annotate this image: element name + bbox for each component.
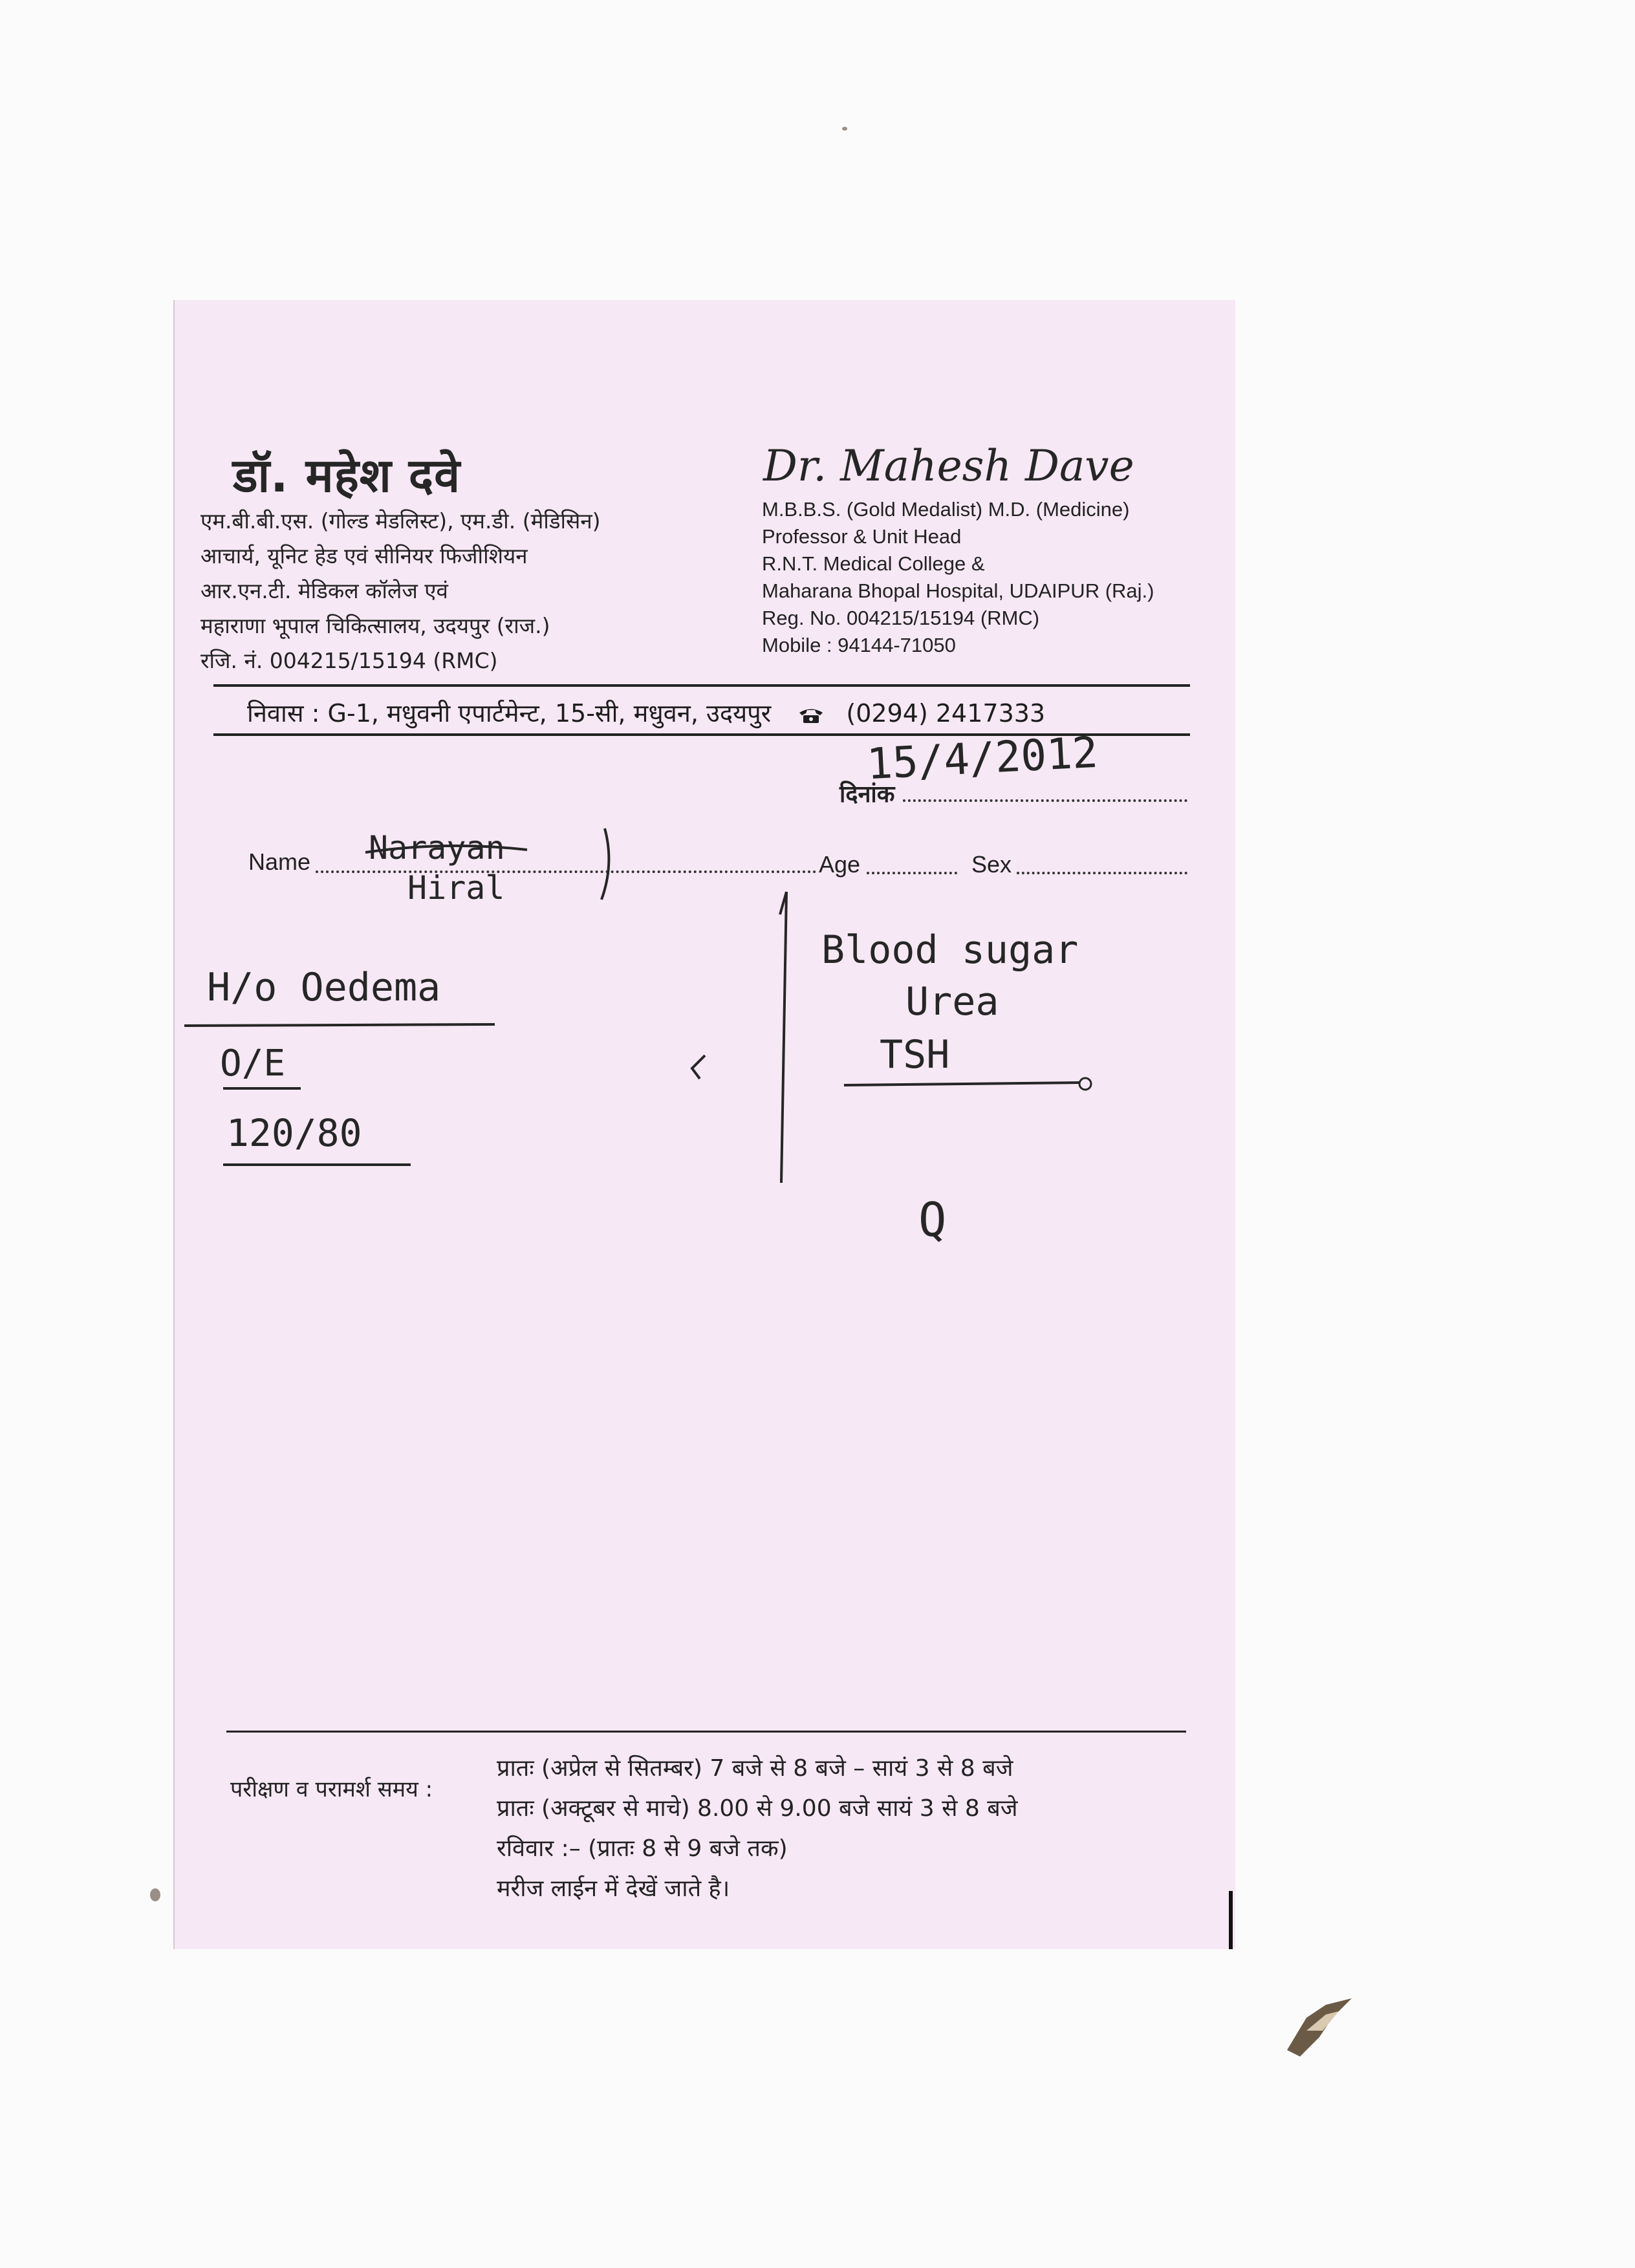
residence-address: निवास : G-1, मधुवनी एपार्टमेन्ट, 15-सी, मधुवन, उदयपुर	[247, 699, 772, 728]
handwritten-date: 15/4/2012	[865, 727, 1099, 790]
name-label: Name	[248, 848, 311, 875]
name-strike-through	[362, 841, 530, 860]
scan-speck	[842, 127, 847, 131]
english-qualification-line: M.B.B.S. (Gold Medalist) M.D. (Medicine)	[762, 498, 1130, 521]
handwritten-mark: Q	[918, 1193, 947, 1247]
note-underline-3	[220, 1160, 414, 1169]
name-bracket-stroke	[589, 825, 621, 903]
note-examination: O/E	[220, 1042, 286, 1085]
note-underline-1	[181, 1019, 498, 1032]
date-label: दिनांक	[839, 781, 895, 808]
english-hospital-line: Maharana Bhopal Hospital, UDAIPUR (Raj.)	[762, 579, 1154, 602]
age-label: Age	[819, 851, 861, 878]
telephone-icon	[798, 701, 824, 729]
date-field-line[interactable]	[903, 799, 1187, 802]
age-field-line[interactable]	[867, 872, 957, 874]
residence-phone: (0294) 2417333	[846, 699, 1046, 728]
timing-summer: प्रातः (अप्रेल से सितम्बर) 7 बजे से 8 बजे – सायं 3 से 8 बजे	[497, 1755, 1013, 1782]
test-underline	[841, 1074, 1099, 1093]
hindi-college-line: आर.एन.टी. मेडिकल कॉलेज एवं	[200, 578, 448, 603]
tick-mark	[686, 1050, 711, 1083]
test-blood-sugar: Blood sugar	[821, 927, 1079, 973]
doctor-name-hindi: डॉ. महेश दवे	[233, 448, 461, 502]
rx-divider-line	[772, 889, 798, 1186]
note-history: H/o Oedema	[207, 965, 441, 1010]
name-field-line[interactable]	[316, 870, 816, 873]
hindi-designation-line: आचार्य, यूनिट हेड एवं सीनियर फिजीशियन	[200, 543, 528, 568]
consultation-time-label: परीक्षण व परामर्श समय :	[230, 1777, 433, 1802]
english-registration-line: Reg. No. 004215/15194 (RMC)	[762, 607, 1040, 629]
hindi-registration-line: रजि. नं. 004215/15194 (RMC)	[200, 648, 498, 673]
handwritten-name: Narayan	[369, 829, 505, 867]
english-designation-line: Professor & Unit Head	[762, 525, 962, 548]
english-college-line: R.N.T. Medical College &	[762, 552, 985, 575]
sex-field-line[interactable]	[1017, 872, 1187, 874]
test-urea: Urea	[905, 979, 999, 1024]
timing-sunday: रविवार :– (प्रातः 8 से 9 बजे तक)	[497, 1835, 788, 1862]
test-tsh: TSH	[880, 1032, 950, 1077]
english-mobile-line: Mobile : 94144-71050	[762, 634, 956, 656]
note-underline-2	[220, 1084, 304, 1093]
paper-fragment	[1281, 1992, 1358, 2063]
hindi-qualification-line: एम.बी.बी.एस. (गोल्ड मेडलिस्ट), एम.डी. (मेडिसिन)	[200, 508, 601, 534]
handwritten-name-second-line: Hiral	[407, 869, 505, 907]
address-line	[247, 696, 1045, 729]
prescription-sheet	[173, 300, 1235, 1949]
hindi-hospital-line: महाराणा भूपाल चिकित्सालय, उदयपुर (राज.)	[200, 613, 550, 638]
queue-note: मरीज लाईन में देखें जाते है।	[497, 1875, 730, 1902]
note-blood-pressure: 120/80	[226, 1111, 362, 1155]
timing-winter: प्रातः (अक्टूबर से माचे) 8.00 से 9.00 बजे सायं 3 से 8 बजे	[497, 1795, 1018, 1822]
footer-top-rule	[226, 1731, 1186, 1733]
doctor-name-english: Dr. Mahesh Dave	[763, 441, 1134, 491]
sex-label: Sex	[971, 851, 1012, 878]
scan-speck	[150, 1888, 160, 1901]
margin-mark	[1229, 1891, 1233, 1949]
address-top-rule	[213, 684, 1190, 687]
